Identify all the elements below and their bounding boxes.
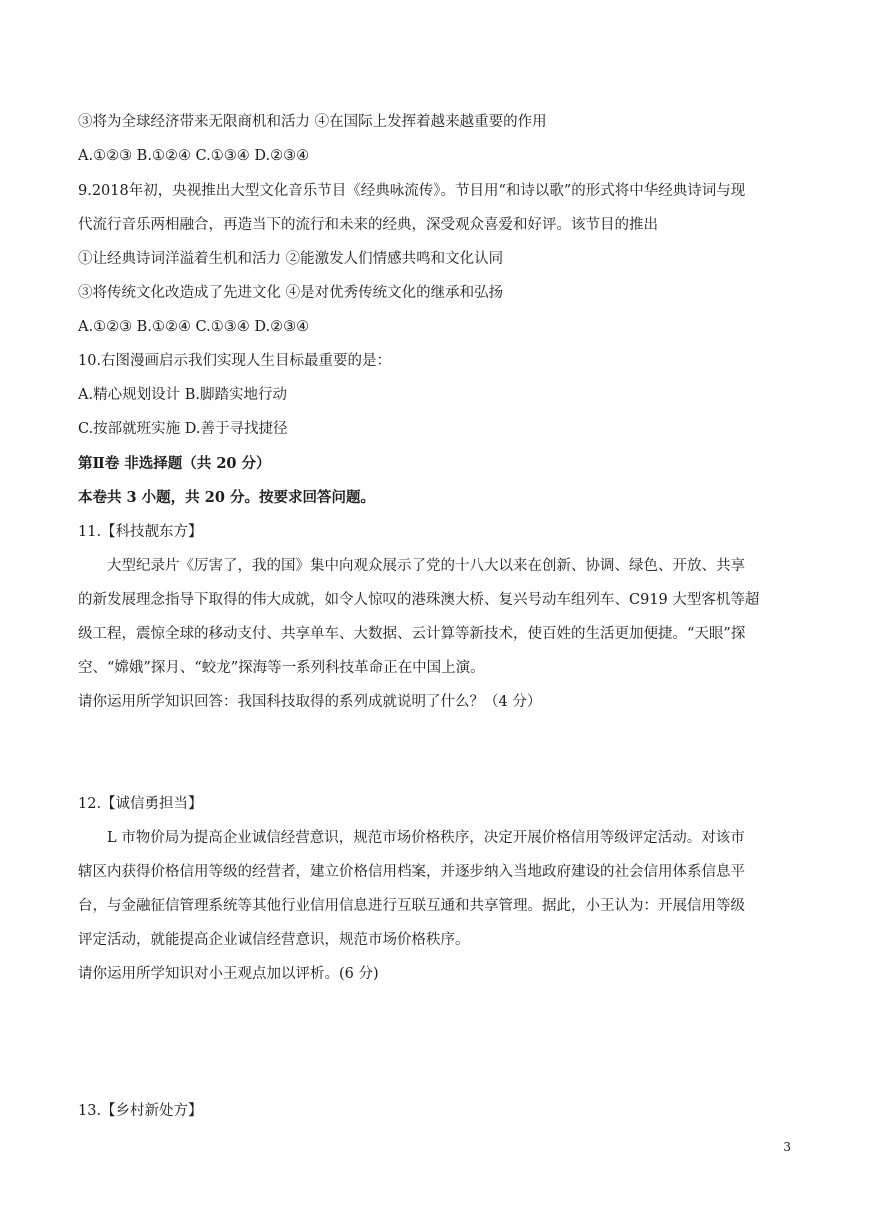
q9-stem-line-2: 代流行音乐两相融合，再造当下的流行和未来的经典，深受观众喜爱和好评。该节目的推出 (78, 217, 658, 233)
q9-answers: A.①②③ B.①②④ C.①③④ D.②③④ (78, 319, 310, 335)
q12-question: 请你运用所学知识对小王观点加以评析。(6 分) (78, 966, 379, 982)
q10-answers-line-2: C.按部就班实施 D.善于寻找捷径 (78, 421, 288, 437)
q8-option-line: ③将为全球经济带来无限商机和活力 ④在国际上发挥着越来越重要的作用 (78, 114, 547, 130)
section-2-title: 第Ⅱ卷 非选择题（共 20 分） (78, 455, 271, 472)
q13-heading: 13.【乡村新处方】 (78, 1103, 203, 1119)
section-2-instructions: 本卷共 3 小题，共 20 分。按要求回答问题。 (78, 489, 375, 506)
q12-paragraph-line-3: 台，与金融征信管理系统等其他行业信用信息进行互联互通和共享管理。据此，小王认为：开展信用等级 (78, 898, 745, 914)
q8-answers: A.①②③ B.①②④ C.①③④ D.②③④ (78, 148, 310, 164)
q11-question: 请你运用所学知识回答：我国科技取得的系列成就说明了什么？（4 分） (78, 694, 542, 710)
q11-paragraph-line-4: 空、“嫦娥”探月、“蛟龙”探海等一系列科技革命正在中国上演。 (78, 660, 485, 676)
q11-heading: 11.【科技靓东方】 (78, 524, 203, 540)
q10-answers-line-1: A.精心规划设计 B.脚踏实地行动 (78, 387, 287, 403)
q11-paragraph-line-3: 级工程，震惊全球的移动支付、共享单车、大数据、云计算等新技术，使百姓的生活更加便捷。“天眼”探 (78, 626, 746, 642)
q9-stem-line-1: 9.2018年初，央视推出大型文化音乐节目《经典咏流传》。节目用“和诗以歌”的形式将中华经典诗词与现 (78, 183, 746, 199)
q12-paragraph-line-4: 评定活动，就能提高企业诚信经营意识，规范市场价格秩序。 (78, 932, 470, 948)
q12-heading: 12.【诚信勇担当】 (78, 796, 203, 812)
q9-option-line-1: ①让经典诗词洋溢着生机和活力 ②能激发人们情感共鸣和文化认同 (78, 251, 504, 267)
page-number: 3 (783, 1140, 791, 1154)
q12-paragraph-line-2: 辖区内获得价格信用等级的经营者，建立价格信用档案，并逐步纳入当地政府建设的社会信用体系信息平 (78, 864, 745, 880)
q9-option-line-2: ③将传统文化改造成了先进文化 ④是对优秀传统文化的继承和弘扬 (78, 285, 504, 301)
q12-paragraph-line-1: L 市物价局为提高企业诚信经营意识，规范市场价格秩序，决定开展价格信用等级评定活动。对该市 (107, 830, 745, 846)
q11-paragraph-line-1: 大型纪录片《厉害了，我的国》集中向观众展示了党的十八大以来在创新、协调、绿色、开放、共享 (107, 558, 745, 574)
q10-stem: 10.右图漫画启示我们实现人生目标最重要的是： (78, 353, 392, 369)
q11-paragraph-line-2: 的新发展理念指导下取得的伟大成就，如令人惊叹的港珠澳大桥、复兴号动车组列车、C919 大型客机等超 (78, 592, 760, 608)
